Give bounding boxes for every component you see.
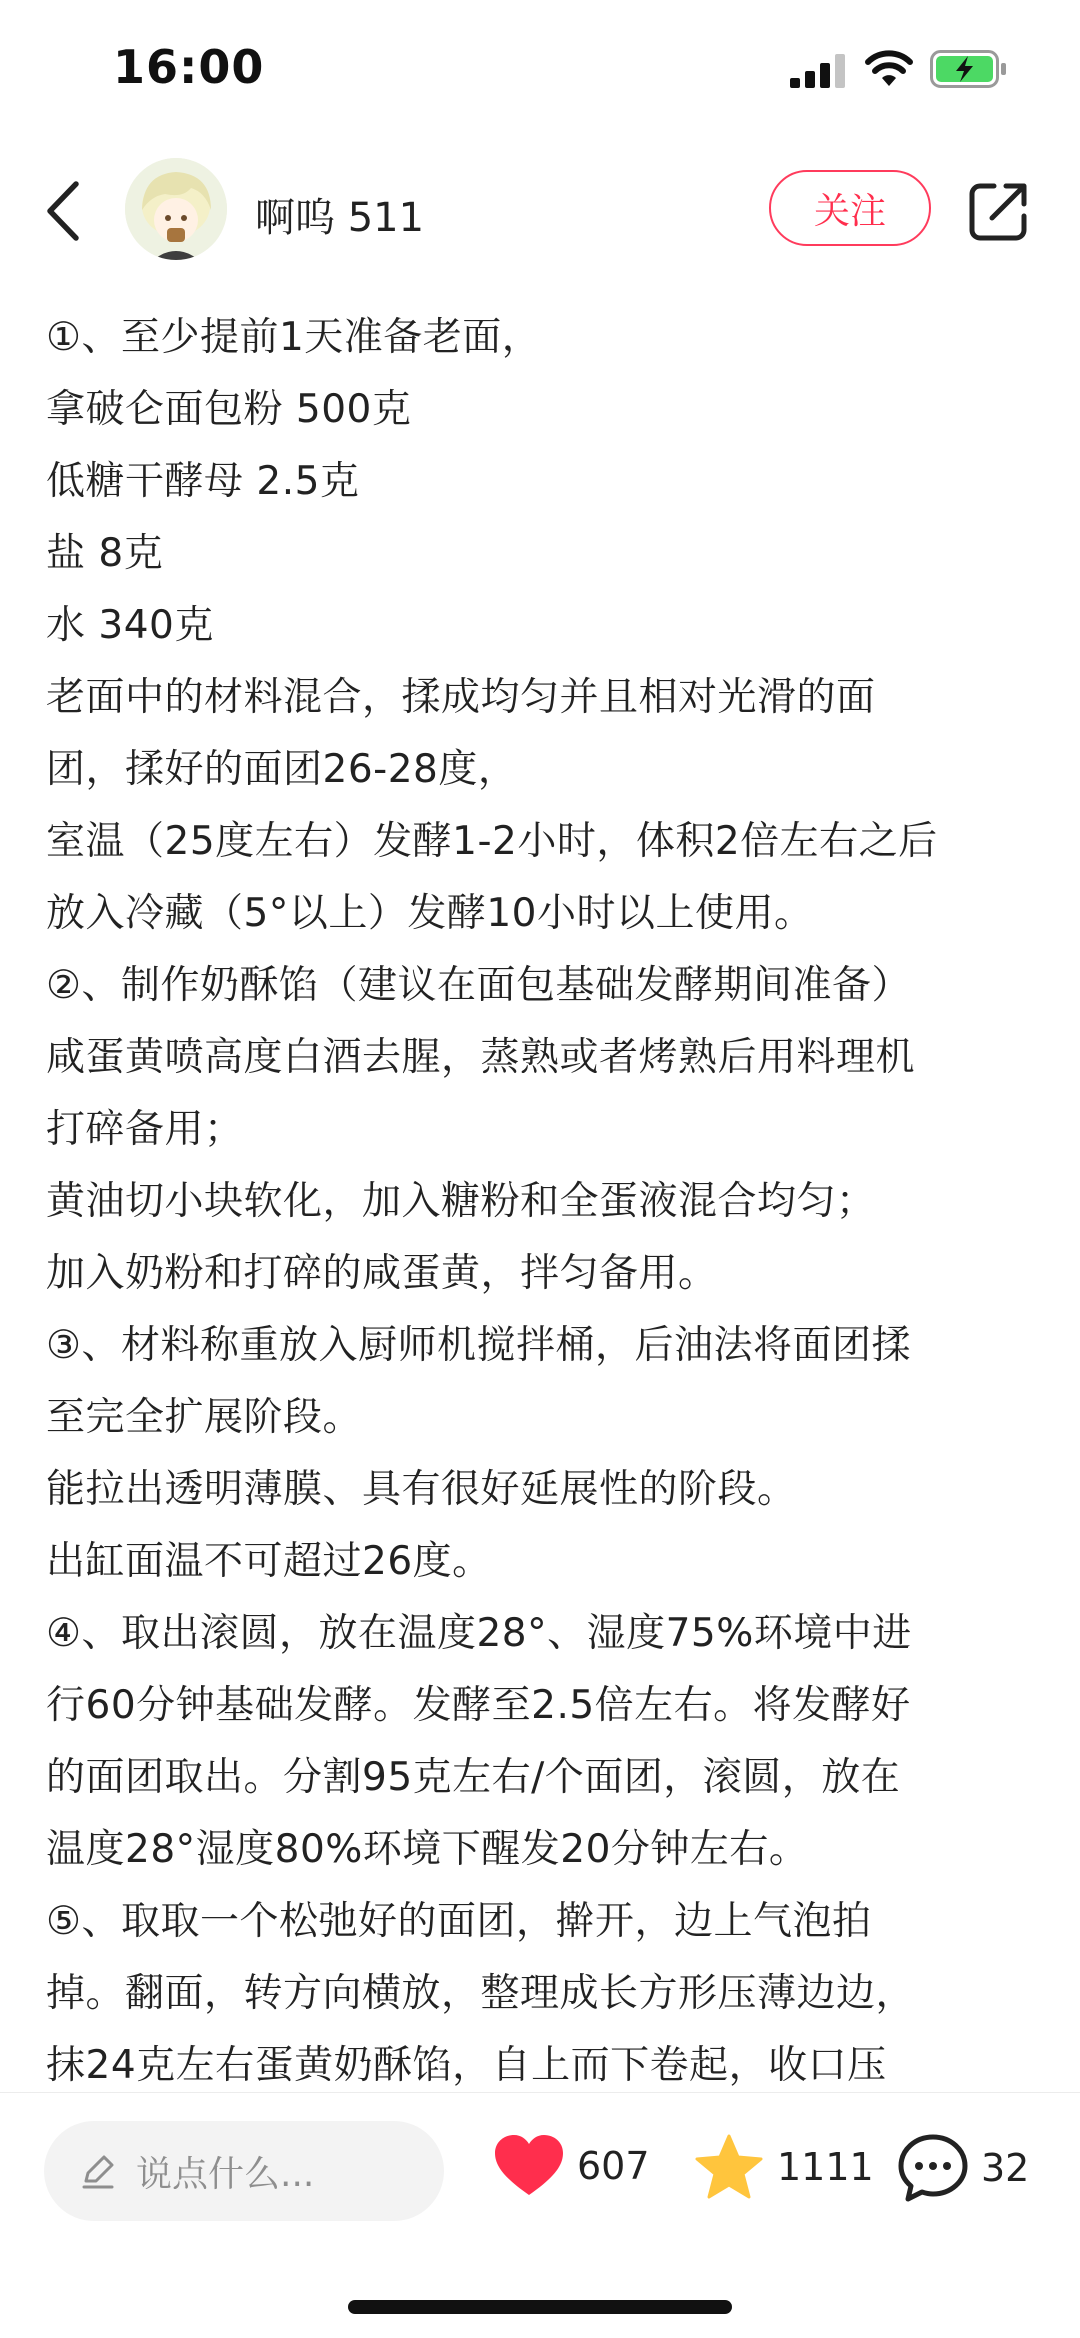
post-text-line: 出缸面温不可超过26度。: [46, 1539, 492, 1584]
post-text-line: 拿破仑面包粉 500克: [46, 387, 412, 432]
collect-button[interactable]: [693, 2133, 874, 2201]
post-text-line: ①、至少提前1天准备老面，: [46, 315, 542, 360]
post-text-line: 抹24克左右蛋黄奶酥馅，自上而下卷起，收口压: [46, 2043, 887, 2088]
home-indicator[interactable]: [348, 2300, 732, 2314]
back-arrow-icon[interactable]: [40, 178, 90, 244]
avatar-anime-character-icon: [125, 158, 227, 260]
post-text-line: 加入奶粉和打碎的咸蛋黄，拌匀备用。: [46, 1251, 718, 1296]
pencil-icon: [78, 2151, 118, 2191]
avatar[interactable]: [125, 158, 227, 260]
post-text-line: 温度28°湿度80%环境下醒发20分钟左右。: [46, 1827, 809, 1872]
post-text-line: 室温（25度左右）发酵1-2小时，体积2倍左右之后: [46, 819, 938, 864]
wifi-icon: [865, 50, 913, 88]
post-text-line: ④、取出滚圆，放在温度28°、湿度75%环境中进: [46, 1611, 912, 1656]
post-text-line: 盐 8克: [46, 531, 164, 576]
post-text-line: 掉。翻面，转方向横放，整理成长方形压薄边边，: [46, 1971, 916, 2016]
heart-icon: [493, 2133, 565, 2199]
post-text-line: 能拉出透明薄膜、具有很好延展性的阶段。: [46, 1467, 797, 1512]
comment-bubble-icon: [897, 2133, 969, 2203]
post-text-line: ②、制作奶酥馅（建议在面包基础发酵期间准备）: [46, 963, 911, 1008]
comment-placeholder: 说点什么...: [136, 2153, 315, 2195]
post-text-line: ⑤、取取一个松弛好的面团，擀开，边上气泡拍: [46, 1899, 872, 1944]
share-icon[interactable]: [968, 180, 1030, 242]
post-text-line: ③、材料称重放入厨师机搅拌桶，后油法将面团揉: [46, 1323, 911, 1368]
comment-count: 32: [981, 2146, 1030, 2190]
collect-count: 1111: [777, 2145, 874, 2189]
post-text-line: 放入冷藏（5°以上）发酵10小时以上使用。: [46, 891, 814, 936]
post-text-line: 团，揉好的面团26-28度，: [46, 747, 518, 792]
post-text-line: 咸蛋黄喷高度白酒去腥，蒸熟或者烤熟后用料理机: [46, 1035, 916, 1080]
cellular-signal-icon: [790, 54, 846, 88]
status-time: 16:00: [113, 40, 265, 94]
comment-input[interactable]: [44, 2121, 444, 2221]
post-text-line: 黄油切小块软化，加入糖粉和全蛋液混合均匀；: [46, 1179, 876, 1224]
post-text-line: 至完全扩展阶段。: [46, 1395, 363, 1440]
post-text-line: 打碎备用；: [46, 1107, 244, 1152]
comment-button[interactable]: [897, 2133, 1029, 2203]
star-icon: [693, 2133, 765, 2201]
like-button[interactable]: [493, 2133, 650, 2199]
post-text-line: 低糖干酵母 2.5克: [46, 459, 360, 504]
battery-charging-icon: [930, 50, 1010, 88]
like-count: 607: [577, 2144, 650, 2188]
author-name[interactable]: 啊呜 511: [255, 195, 425, 241]
follow-button[interactable]: 关注: [769, 170, 931, 246]
post-text-line: 老面中的材料混合，揉成均匀并且相对光滑的面: [46, 675, 876, 720]
post-text-line: 的面团取出。分割95克左右/个面团，滚圆，放在: [46, 1755, 901, 1800]
post-text-line: 水 340克: [46, 603, 214, 648]
post-text-line: 行60分钟基础发酵。发酵至2.5倍左右。将发酵好: [46, 1683, 911, 1728]
post-body: [46, 302, 1046, 2092]
